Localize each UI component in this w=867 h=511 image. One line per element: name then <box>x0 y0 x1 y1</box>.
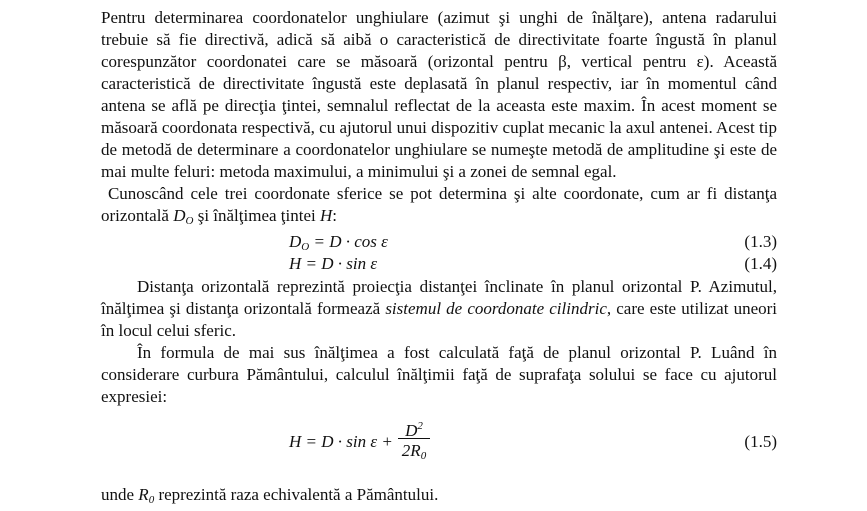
equation-number: (1.3) <box>744 232 777 251</box>
equation-1-5-body: H = D · sin ε + <box>289 432 393 451</box>
equation-1-4-body: H = D · sin ε <box>289 254 378 273</box>
equation-1-5-fraction <box>397 414 431 463</box>
equation-1-3-body: $D_O = D \cdot \cos \varepsilon$ <box>289 232 388 253</box>
emphasis-cylindrical-system: sistemul de coordonate cilindric <box>385 299 607 318</box>
equation-number: (1.5) <box>744 432 777 451</box>
paragraph-horizontal-distance <box>101 276 777 342</box>
fraction-numerator: $D^2$ <box>405 420 423 440</box>
equation-number: (1.4) <box>744 254 777 273</box>
paragraph-angular-coordinates <box>101 7 777 183</box>
equation-1-4 <box>101 254 777 276</box>
paragraph-text: , care este utilizat uneori în locul celui sferic. <box>101 299 777 340</box>
paragraph-spherical-coordinates <box>101 183 777 232</box>
symbol-h: H <box>319 206 333 225</box>
paragraph-text: unde <box>101 485 139 504</box>
paragraph-text: : <box>332 206 337 225</box>
symbol-do: $D_O$ <box>173 206 194 227</box>
paragraph-text: reprezintă raza echivalentă a Pământului. <box>154 485 439 504</box>
paragraph-earth-curvature <box>101 342 777 408</box>
paragraph-text: În formula de mai sus înălţimea a fost calculată faţă de planul orizontal P. Luând în considerare curbura Pământului, calculul înălţimii faţă de suprafaţa solului se face cu ajutorul expresiei: <box>101 343 777 406</box>
equation-1-5 <box>101 414 777 480</box>
symbol-r0: $R_0$ <box>138 485 155 506</box>
equation-1-3 <box>101 232 777 254</box>
paragraph-text: Pentru determinarea coordonatelor unghiulare (azimut şi unghi de înălţare), antena radarului trebuie să fie directivă, adică să aibă o caracteristică de directivitate foarte îngustă în planul corespunzător coordonatei care se măsoară (orizontal pentru β, vertical pentru ε). Această caracteristică de directivitate îngustă este deplasată în planul respectiv, iar în momentul când antena se află pe direcţia ţintei, semnalul reflectat de la aceasta este maxim. În acest moment se măsoară coordonata respectivă, cu ajutorul unui dispozitiv cuplat mecanic la axul antenei. Acest tip de metodă de determinare a coordonatelor unghiulare se numeşte metodă de amplitudine şi este de mai multe feluri: metoda maximului, a minimului şi a zonei de semnal egal. <box>101 8 777 181</box>
paragraph-text: Cunoscând cele trei coordonate sferice se pot determina şi alte coordonate, cum ar fi distanţa orizontală <box>101 184 778 225</box>
paragraph-text: şi înălţimea ţintei <box>193 206 320 225</box>
fraction-denominator: $2R_0$ <box>401 441 427 462</box>
paragraph-text: Distanţa orizontală reprezintă proiecţia distanţei înclinate în planul orizontal P. Azimutul, înălţimea şi distanţa orizontală formează <box>101 277 777 318</box>
document-page <box>101 7 777 511</box>
